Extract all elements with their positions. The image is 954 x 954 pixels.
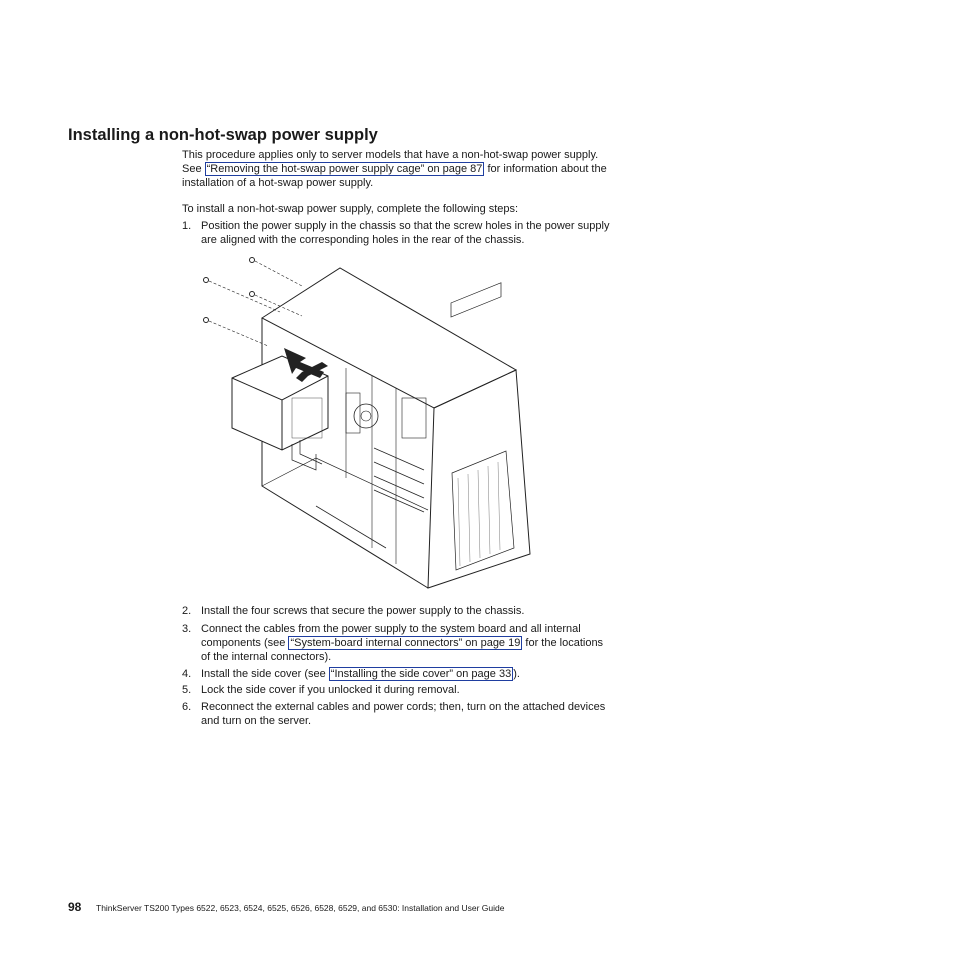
power-supply-installation-figure: [196, 248, 542, 592]
step-text-after: ).: [513, 668, 520, 680]
screw-icon: [250, 292, 303, 317]
step-text: Lock the side cover if you unlocked it during removal.: [201, 684, 460, 696]
step-item: [182, 667, 612, 681]
step-text: [201, 667, 612, 681]
link-installing-side-cover[interactable]: “Installing the side cover” on page 33: [330, 668, 512, 680]
intro-text-before: This procedure applies only to server models that have a non-hot-swap power supply. See: [182, 149, 599, 175]
screw-icon: [204, 318, 269, 347]
step-text-after: for the locations of the internal connectors).: [201, 637, 604, 663]
step-text: Reconnect the external cables and power cords; then, turn on the attached devices and turn on the server.: [201, 701, 606, 727]
step-number: 3.: [182, 623, 192, 635]
step-number: 2.: [182, 605, 192, 617]
step-text: [201, 622, 612, 664]
intro-paragraph: [182, 148, 612, 190]
step-text-before: Install the side cover (see: [201, 668, 329, 680]
page-number: 98: [68, 900, 82, 914]
step-number: 1.: [182, 220, 192, 232]
link-remove-hot-swap-cage[interactable]: “Removing the hot-swap power supply cage” on page 87: [206, 163, 483, 175]
step-item: [182, 700, 612, 728]
step-number: 6.: [182, 701, 192, 713]
step-item: [182, 219, 612, 247]
steps-lead: To install a non-hot-swap power supply, complete the following steps:: [182, 203, 519, 215]
footer-title: ThinkServer TS200 Types 6522, 6523, 6524, 6525, 6526, 6528, 6529, and 6530: Installation and User Guide: [96, 903, 505, 913]
step-item: [182, 604, 612, 618]
step-text: Install the four screws that secure the power supply to the chassis.: [201, 605, 525, 617]
link-system-board-connectors[interactable]: “System-board internal connectors” on page 19: [290, 637, 521, 649]
step-text: Position the power supply in the chassis so that the screw holes in the power supply are aligned with the corresponding holes in the rear of the chassis.: [201, 220, 610, 246]
step-item: [182, 683, 612, 697]
step-item: [182, 622, 612, 664]
intro-text-after: for information about the installation of a hot-swap power supply.: [182, 163, 607, 189]
step-number: 4.: [182, 668, 192, 680]
section-heading: Installing a non-hot-swap power supply: [68, 126, 378, 144]
step-number: 5.: [182, 684, 192, 696]
screw-icon: [250, 258, 303, 287]
screw-icon: [204, 278, 281, 313]
step-text-before: Connect the cables from the power supply to the system board and all internal components (see: [201, 623, 581, 649]
